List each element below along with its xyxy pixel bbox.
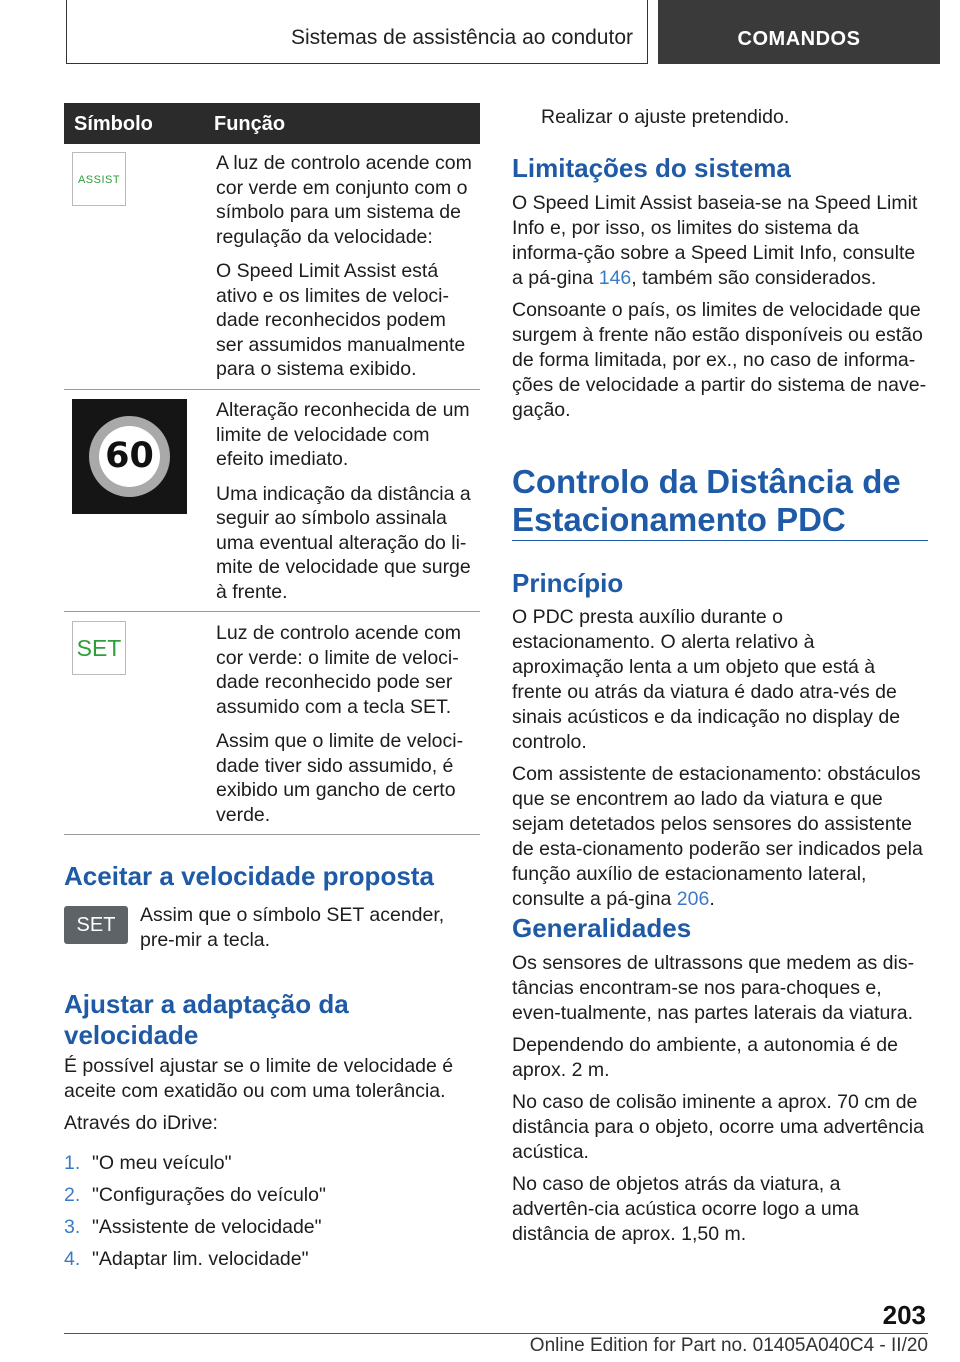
table-cell-text: A luz de controlo acende com cor verde em conjunto com o símbolo para um sistema de regulação da velocidade: (216, 152, 472, 248)
list-number: 3. (64, 1216, 81, 1238)
principle-paragraph (512, 762, 928, 912)
general-heading: Generalidades (512, 913, 692, 943)
page-number: 203 (882, 1300, 926, 1330)
list-item (64, 1216, 480, 1248)
list-text: "Configurações do veículo" (92, 1184, 326, 1206)
list-number: 2. (64, 1184, 81, 1206)
general-paragraph: No caso de colisão iminente a aprox. 70 cm de distância para o objeto, ocorre uma advertência acústica. (512, 1091, 924, 1163)
principle-body (512, 605, 928, 919)
limitations-paragraph (512, 191, 928, 291)
list-item (64, 1184, 480, 1216)
speed-sign-ring (89, 416, 170, 497)
limitations-text: , também são considerados. (631, 267, 877, 289)
list-text: "Adaptar lim. velocidade" (92, 1248, 309, 1270)
general-paragraph: Os sensores de ultrassons que medem as dis-tâncias encontram-se nos para-choques e, even-tualmente, nas partes laterais da viatura. (512, 952, 915, 1024)
list-item (64, 1152, 480, 1184)
limitations-paragraph: Consoante o país, os limites de velocidade que surgem à frente não estão disponíveis ou estão de forma limitada, por ex., no caso de informa-ções de velocidade a partir do sistema de nave-gação. (512, 299, 927, 421)
idrive-text: Através do iDrive: (64, 1112, 218, 1134)
table-cell-text: Luz de controlo acende com cor verde: o limite de veloci-dade reconhecido pode ser assumido com a tecla SET. (216, 622, 461, 718)
page-link-206[interactable]: 206 (676, 888, 710, 910)
footer-rule (64, 1333, 928, 1334)
assist-symbol-icon (72, 152, 126, 206)
table-row-divider (64, 611, 480, 612)
set-symbol-icon (72, 621, 126, 675)
list-item (64, 1248, 480, 1280)
table-header-function: Função (214, 113, 286, 135)
speed-sign-face (99, 426, 160, 487)
table-cell-text: O Speed Limit Assist está ativo e os limites de veloci-dade reconhecidos podem ser assumidos manualmente para o sistema exibido. (216, 260, 466, 380)
adjust-adaptation-body (64, 1054, 480, 1143)
list-text: "O meu veículo" (92, 1152, 232, 1174)
page-link-146[interactable]: 146 (598, 267, 632, 289)
set-symbol-label: SET (76, 635, 122, 661)
assist-symbol-label: ASSIST (77, 174, 121, 186)
limitations-heading: Limitações do sistema (512, 153, 791, 183)
list-number: 1. (64, 1152, 81, 1174)
principle-text: Com assistente de estacionamento: obstáculos que se encontrem ao lado da viatura e que sejam detetados pelos sensores do assistente de esta-cionamento poderão ser indicados pela função auxílio de estacionamento lateral, consulte a pá-gina (512, 763, 923, 910)
table-row-divider (64, 834, 480, 835)
table-row-assist-text (216, 151, 474, 392)
speed-sign-number: 60 (105, 436, 154, 476)
principle-text: . (709, 888, 715, 910)
set-button-icon (64, 906, 128, 944)
list-number: 4. (64, 1248, 81, 1270)
footer-edition: Online Edition for Part no. 01405A040C4 - II/20 (529, 1335, 928, 1356)
table-row-set-text (216, 621, 474, 837)
table-row-speed-text (216, 398, 474, 614)
accept-speed-heading: Aceitar a velocidade proposta (64, 861, 434, 891)
general-body (512, 951, 928, 1254)
accept-speed-text: Assim que o símbolo SET acender, pre-mir a tecla. (140, 904, 445, 951)
limitations-body (512, 191, 928, 430)
table-row-divider (64, 389, 480, 390)
header-chapter-box (658, 0, 940, 64)
set-button-label: SET (76, 914, 116, 936)
limitations-text: O Speed Limit Assist baseia-se na Speed Limit Info e, por isso, os limites do sistema da informa-ção sobre a Speed Limit Info, consulte a pá-gina (512, 192, 918, 289)
table-cell-text: Alteração reconhecida de um limite de velocidade com efeito imediato. (216, 399, 470, 470)
general-paragraph: Dependendo do ambiente, a autonomia é de aprox. 2 m. (512, 1034, 898, 1081)
idrive-steps-list (64, 1152, 480, 1280)
table-cell-text: Assim que o limite de veloci-dade tiver sido assumido, é exibido um gancho de certo verde. (216, 730, 464, 826)
header-section-title: Sistemas de assistência ao condutor (290, 26, 633, 49)
table-header (64, 103, 480, 144)
principle-heading: Princípio (512, 568, 624, 598)
adjust-adaptation-heading: Ajustar a adaptação da velocidade (64, 989, 349, 1050)
step-five-text: Realizar o ajuste pretendido. (541, 106, 790, 128)
pdc-heading: Controlo da Distância de Estacionamento PDC (512, 463, 901, 538)
pdc-heading-rule (512, 540, 928, 541)
table-header-symbol: Símbolo (74, 113, 153, 135)
header-chapter-title: COMANDOS (737, 28, 861, 50)
header-section-box (66, 0, 648, 64)
general-paragraph: No caso de objetos atrás da viatura, a advertên-cia acústica ocorre logo a uma distância de aprox. 1,50 m. (512, 1173, 859, 1245)
principle-paragraph: O PDC presta auxílio durante o estacionamento. O alerta relativo à aproximação lenta a um objeto que está à frente ou atrás da viatura é dado atra-vés de sinais acústicos e da indicação no display de controlo. (512, 606, 901, 753)
table-cell-text: Uma indicação da distância a seguir ao símbolo assinala uma eventual alteração do li-mite de velocidade que surge à frente. (216, 482, 471, 603)
adjust-adaptation-text: É possível ajustar se o limite de velocidade é aceite com exatidão ou com uma tolerância. (64, 1055, 454, 1102)
list-text: "Assistente de velocidade" (92, 1216, 322, 1238)
speed-limit-60-icon (72, 399, 187, 514)
